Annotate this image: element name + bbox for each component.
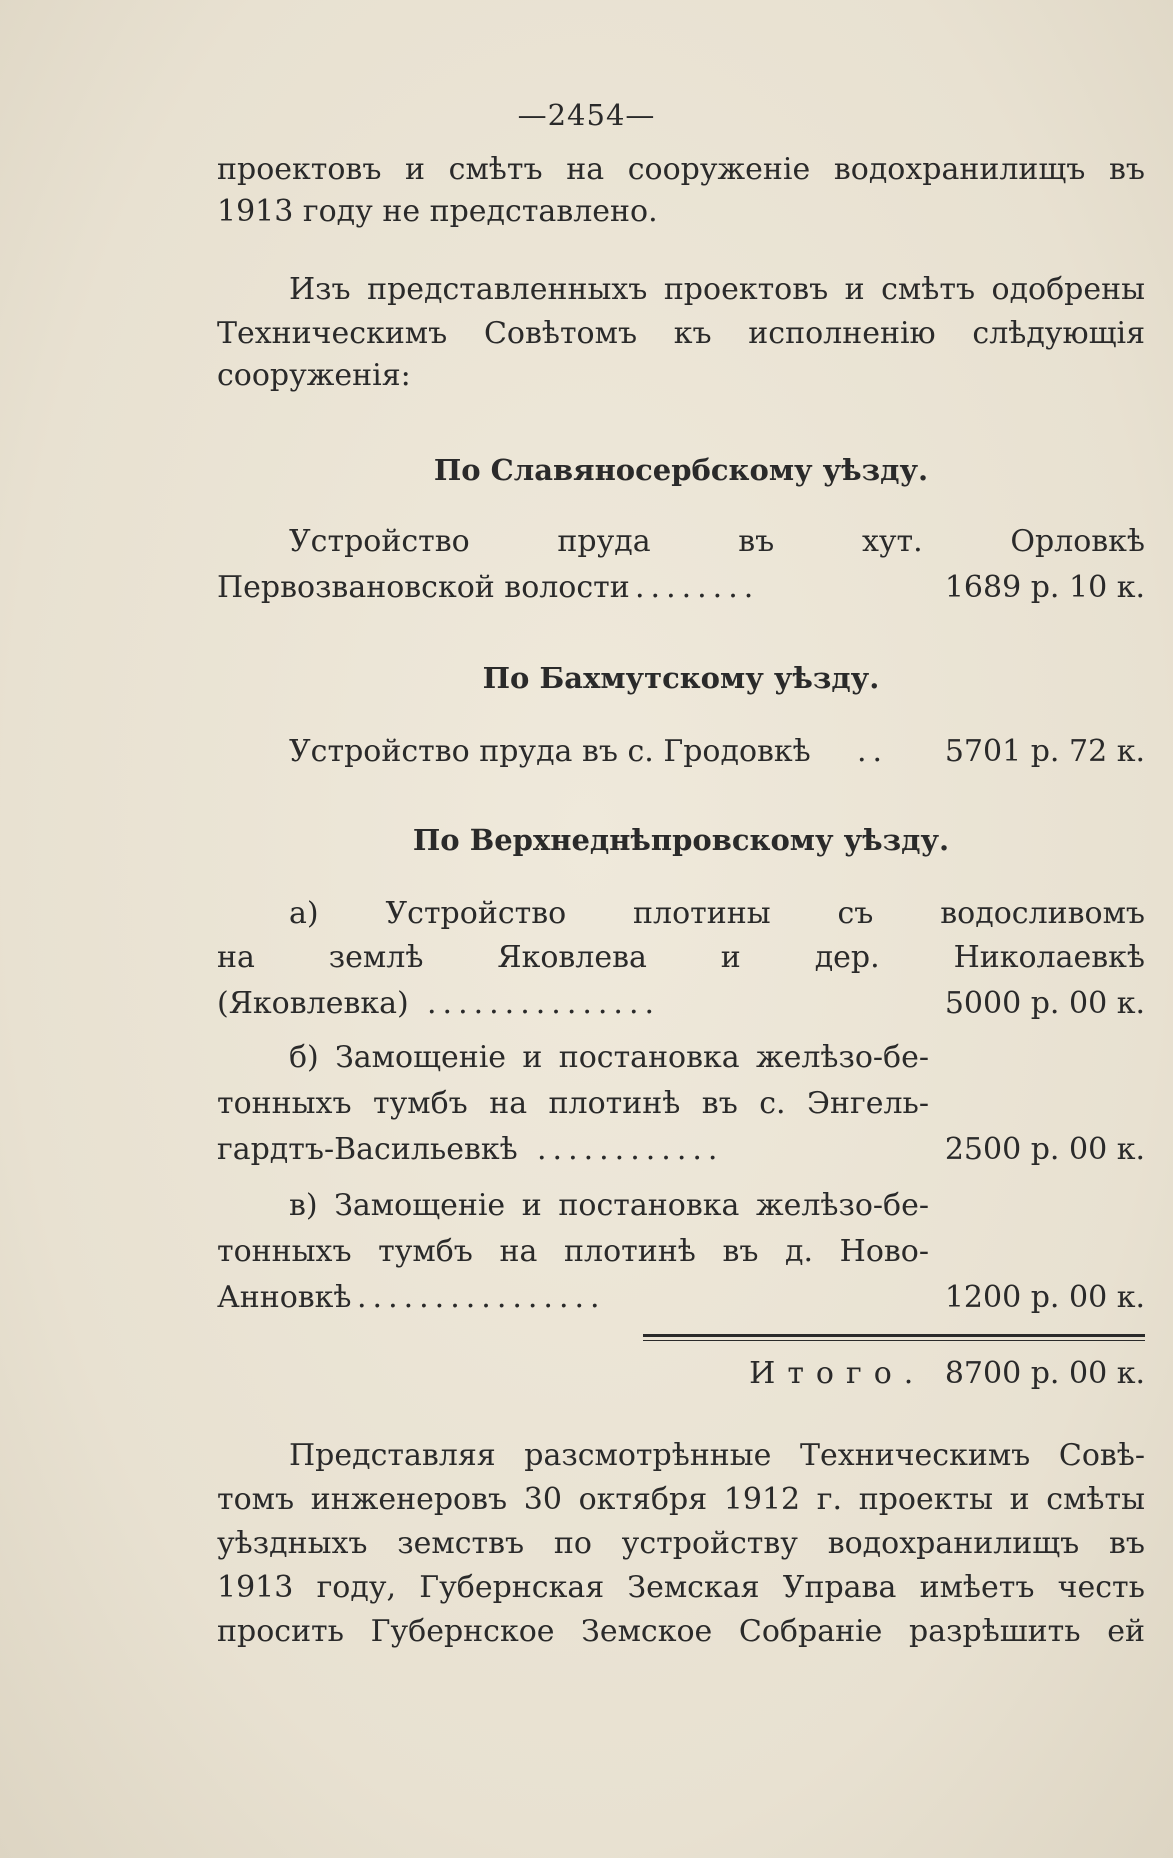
total-label: Итого. (749, 1356, 926, 1391)
approved-line-1: Изъ представленныхъ проектовъ и смѣтъ одобрены (289, 272, 1145, 307)
total-row (749, 1352, 1145, 1396)
leader-dots: .. (857, 734, 889, 769)
entry-row (217, 1276, 1145, 1320)
entry-amount: 1689 р. 10 к. (944, 570, 1145, 605)
entry-label: Первозвановской волости (217, 570, 630, 605)
leader-dots: ............... (427, 986, 661, 1021)
leader-dots: ........ (635, 570, 760, 605)
entry-text-line: б) Замощеніе и постановка желѣзо-бе- (289, 1040, 929, 1075)
entry-text-line: на землѣ Яковлева и дер. Николаевкѣ (217, 940, 1145, 975)
entry-text-line: а) Устройство плотины съ водосливомъ (289, 896, 1145, 931)
entry-text-line: тонныхъ тумбъ на плотинѣ въ с. Энгель- (217, 1086, 929, 1121)
entry-text-line: в) Замощеніе и постановка желѣзо-бе- (289, 1188, 929, 1223)
leader-dots: ................ (357, 1280, 606, 1315)
entry-amount: 5701 р. 72 к. (944, 734, 1145, 769)
entry-text-line: Устройство пруда въ хут. Орловкѣ (289, 524, 1145, 559)
leader-dots: ............ (537, 1132, 724, 1167)
total-rule (643, 1334, 1145, 1337)
closing-line-3: уѣздныхъ земствъ по устройству водохранилищъ въ (217, 1526, 1145, 1561)
intro-line-2: 1913 году не представлено. (217, 194, 658, 229)
total-amount: 8700 р. 00 к. (944, 1356, 1145, 1391)
closing-line-1: Представляя разсмотрѣнные Техническимъ Совѣ- (289, 1438, 1145, 1473)
closing-line-2: томъ инженеровъ 30 октября 1912 г. проекты и смѣты (217, 1482, 1145, 1517)
approved-line-3: сооруженія: (217, 358, 411, 393)
section-heading-slavyanoserbsky: По Славяносербскому уѣзду. (433, 453, 929, 487)
approved-line-2: Техническимъ Совѣтомъ къ исполненію слѣдующія (217, 316, 1145, 351)
entry-label: Анновкѣ (217, 1280, 352, 1315)
entry-text-line: тонныхъ тумбъ на плотинѣ въ д. Ново- (217, 1234, 929, 1269)
entry-amount: 5000 р. 00 к. (944, 986, 1145, 1021)
entry-label: гардтъ-Васильевкѣ (217, 1132, 518, 1167)
entry-label: Устройство пруда въ с. Гродовкѣ (289, 734, 811, 769)
entry-label: (Яковлевка) (217, 986, 409, 1021)
intro-line-1: проектовъ и смѣтъ на сооруженіе водохранилищъ въ (217, 152, 1145, 187)
entry-row (217, 566, 1145, 610)
entry-row (217, 1128, 1145, 1172)
page-number: —2454— (517, 98, 656, 132)
closing-line-4: 1913 году, Губернская Земская Управа имѣетъ честь (217, 1570, 1145, 1605)
section-heading-verkhnedneprovsky: По Верхнеднѣпровскому уѣзду. (412, 823, 950, 857)
entry-amount: 1200 р. 00 к. (944, 1280, 1145, 1315)
section-heading-bakhmutsky: По Бахмутскому уѣзду. (482, 661, 880, 695)
entry-row (217, 982, 1145, 1026)
entry-row (217, 730, 1145, 774)
closing-line-5: просить Губернское Земское Собраніе разрѣшить ей (217, 1614, 1145, 1649)
entry-amount: 2500 р. 00 к. (944, 1132, 1145, 1167)
total-rule-thin (643, 1340, 1145, 1341)
